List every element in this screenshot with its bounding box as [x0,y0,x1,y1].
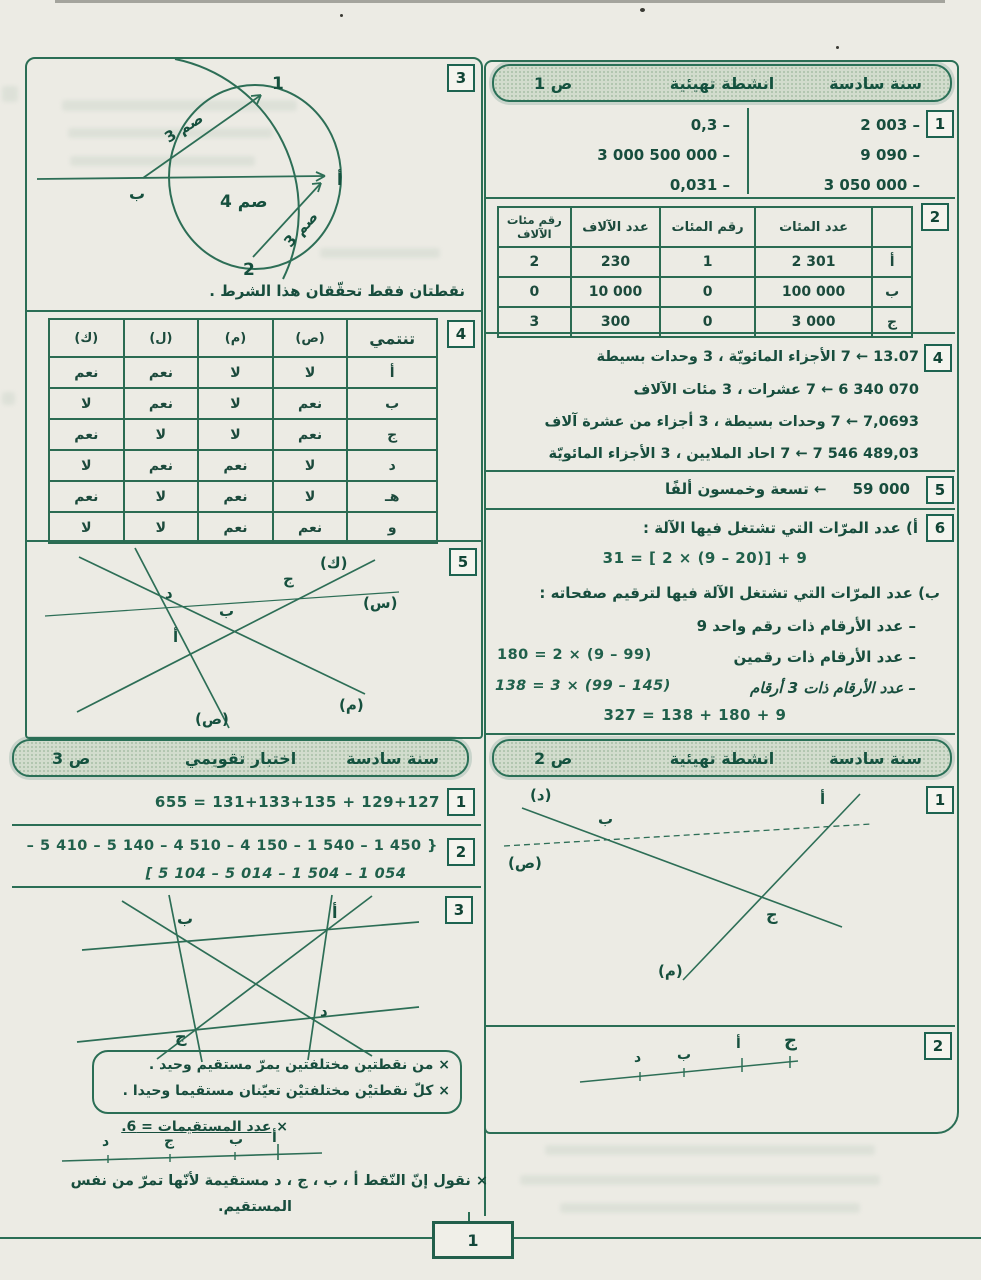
showthrough-line [560,1203,860,1213]
row-label: د [347,450,437,481]
number: 59 000 [852,480,910,498]
cell: 2 301 [755,247,872,277]
left-bottom-divider-2 [12,886,481,888]
row-label: ج [872,307,912,337]
exercise-number-box [926,110,954,138]
row-label: ب [872,277,912,307]
note-text: نقول إنّ النّقط أ ، ب ، ج ، د مستقيمة لأنّها تمرّ من نفس [70,1173,471,1189]
showthrough-line [545,1145,875,1155]
cell: لا [124,481,199,512]
point-d-label: د [320,1002,328,1020]
line-s-label: (س) [363,594,398,612]
note-line-2 [102,1082,450,1101]
section-banner-activities-p2 [492,739,952,777]
number-sequence-line2: [ 5 104 – 5 014 – 1 504 – 1 054 [145,866,407,882]
scan-speck [836,46,839,49]
point-a-label: أ [337,170,343,189]
description: ← 7 الأجزاء المائويّة ، 3 وحدات بسيطة [596,349,869,365]
list-item [500,110,730,140]
lines-diagram-right [490,780,952,1022]
cell: 1 [660,247,755,277]
page-number: 1 [467,1230,479,1250]
banner-grade: سنة سادسة [829,73,922,93]
bullet-text: – عدد الأرقام ذات رقمين [733,648,916,666]
list-item [755,140,920,170]
cell: نعم [273,388,348,419]
right-divider-3 [484,470,955,472]
ex6-part-a-label: أ) عدد المرّات التي تشتغل فيها الآلة : [642,519,918,537]
cell: نعم [49,357,124,388]
line-m-label: (م) [658,962,683,980]
banner-page: ص 1 [534,73,573,93]
list-item [500,170,730,200]
note-line-4b: المستقيم. [217,1199,293,1215]
dash-marker: – [912,146,920,164]
exercise-number: 1 [934,115,946,133]
point-b-label: ب [677,1047,692,1063]
point-b-label: ب [177,909,194,928]
cell: نعم [124,450,199,481]
cell: لا [273,357,348,388]
row-label: ب [347,388,437,419]
point-j-label: ج [283,570,294,588]
point-1-label: 1 [272,74,284,94]
dash-marker: – [722,146,730,164]
scan-top-edge [55,0,945,3]
right-divider-6 [484,1025,955,1027]
ex1-column-divider [747,108,749,194]
cell: نعم [198,481,273,512]
point-b-label: ب [598,810,614,828]
value: 2 003 [860,116,908,134]
banner-title: اختبار تقويمي [184,748,297,768]
col-header: عدد الآلاف [571,207,661,247]
cell: لا [49,388,124,419]
ex6-part-b-label: ب) عدد المرّات التي تشتغل الآلة فيها لترقيم صفحاته : [539,584,940,602]
note-marker: × [475,1173,488,1189]
list-item [755,110,920,140]
ex1-left-items [500,110,730,200]
words: ← تسعة وخمسون ألفًا [665,480,827,498]
cell: 3 000 [755,307,872,337]
exercise-number: 5 [934,481,946,499]
row-label: ج [347,419,437,450]
point-a-label: أ [173,628,179,646]
description: ← 7 وحدات بسيطة ، 3 أجزاء من عشرة آلاف [544,414,858,430]
note-line-4 [50,1172,488,1192]
cell: نعم [49,481,124,512]
note-marker: × [438,1083,450,1099]
point-j-label: ج [766,905,778,924]
right-divider-5 [484,733,955,735]
line-right [308,895,332,1060]
decomposition-line-3 [495,413,919,433]
cell: 2 [498,247,571,277]
cell: 0 [660,277,755,307]
point-a-label: أ [332,903,338,922]
bullet-formula: 138 = 3 × (99 – 145) [495,678,671,694]
point-b-label: ب [129,184,146,203]
exercise-number: 1 [934,791,946,809]
base-line [580,1061,798,1082]
cell: 230 [571,247,661,277]
collinear-points-line [50,1130,330,1168]
circles-construction-figure [25,57,481,282]
dash-marker: – [912,176,920,194]
row-label: و [347,512,437,543]
col-header: رقم المئات [660,207,755,247]
description: ← 7 عشرات ، 3 مئات الآلاف [633,382,834,398]
line-k-label: (ك) [320,554,348,572]
exercise-number: 3 [453,901,465,919]
exercise-number-box [447,320,475,348]
col-header: رقم مئات الآلاف [498,207,571,247]
row-label: هـ [347,481,437,512]
dash-marker: – [722,116,730,134]
lines-diagram-left [27,542,479,735]
exercise-number: 1 [455,793,467,811]
ex6-bullet-3 [495,678,916,698]
exercise-number: 4 [932,349,944,367]
banner-page: ص 3 [52,748,91,768]
cell: نعم [49,419,124,450]
point-a-label: أ [820,790,826,808]
exercise-number: 4 [455,325,467,343]
segment-4cm-label: 4 صم [220,192,268,212]
sum-formula: 655 = 131+133+135 + 129+127 [154,793,440,811]
list-item [500,140,730,170]
line-d [522,808,842,927]
exercise-number: 5 [457,553,469,571]
banner-page: ص 2 [534,748,573,768]
cell: لا [198,419,273,450]
note-marker: × [438,1057,450,1073]
cell: لا [49,512,124,543]
exercise-number-box [926,514,954,542]
list-item [755,170,920,200]
exercise-number-box [447,838,475,866]
cell: لا [198,357,273,388]
cell: 300 [571,307,661,337]
membership-table [48,318,438,544]
decomposition-line-4 [495,445,919,465]
point-2-label: 2 [243,260,255,280]
note-marker: × [276,1119,288,1135]
line-d-label: (د) [530,786,552,804]
description: ← 7 احاد الملايين ، 3 الأجزاء المائويّة [548,446,808,462]
base-line [62,1153,322,1161]
exercise-number-box [924,344,952,372]
showthrough-blob [2,392,15,405]
row-label: أ [347,357,437,388]
showthrough-line [520,1175,880,1185]
cell: لا [49,450,124,481]
value: 0,3 [690,116,718,134]
value: 9 090 [860,146,908,164]
cell: نعم [198,450,273,481]
segment-3cm-label: 3 صم [161,109,207,147]
showthrough-blob [2,86,18,102]
col-header: (ص) [273,319,348,357]
banner-grade: سنة سادسة [346,748,439,768]
right-divider-4 [484,508,955,510]
banner-title: انشطة تهيئية [669,748,775,768]
place-value-table [497,206,913,338]
exercise-number-box [447,788,475,816]
banner-grade: سنة سادسة [829,748,922,768]
point-a-label: أ [736,1036,741,1052]
quadrilateral-lines-figure [27,892,479,1064]
cell: 0 [498,277,571,307]
note-text: عدد المستقيمات = 6. [121,1119,272,1135]
line-sad [135,548,229,728]
exercise-number: 6 [934,519,946,537]
cell: نعم [124,388,199,419]
line-m [79,557,365,694]
decomposition-line-2 [495,381,919,401]
point-d-label: د [102,1134,110,1150]
cell: 0 [660,307,755,337]
left-bottom-divider-1 [12,824,481,826]
line-sad-dashed [504,824,872,846]
ex6-total-formula: 327 = 138 + 180 + 9 [603,706,787,724]
cell: لا [124,419,199,450]
value: 3 050 000 [823,176,908,194]
construction-caption: نقطتان فقط تحقّقان هذا الشرط . [209,282,465,300]
point-d-label: د [165,584,173,602]
cell: لا [273,450,348,481]
dash-marker: – [912,116,920,134]
scan-speck [640,8,645,12]
number: 13.07 [873,349,919,365]
point-j-label: ج [175,1027,187,1046]
segment-3cm-label-2: 3 صم [280,207,322,251]
note-text: من نقطتين مختلفتين يمرّ مستقيم وحيد . [148,1057,434,1073]
exercise-number: 2 [455,843,467,861]
cell: نعم [124,357,199,388]
number-sequence-line1: – 5 410 – 5 140 – 4 510 – 4 150 – 1 540 – 1 450 } [26,838,438,854]
ex6-part-a-formula: 31 = [ 2 × (9 – 20)] + 9 [602,549,808,567]
line-m [683,794,860,980]
number: 7,0693 [863,414,919,430]
col-header: (ك) [49,319,124,357]
cell: لا [273,481,348,512]
point-j-label: ج [784,1030,797,1051]
cell: لا [198,388,273,419]
col-header: (م) [198,319,273,357]
cell: نعم [273,512,348,543]
radius-arrow-b1 [143,95,261,178]
scan-speck [340,14,343,17]
section-banner-activities-p1 [492,64,952,102]
exercise-number-box [921,203,949,231]
note-text: كلّ نقطتيْن مختلفتيْن تعيّنان مستقيما وحيدا . [122,1083,434,1099]
decomposition-line-1 [495,348,919,368]
number-in-words [560,479,910,499]
cell: 10 000 [571,277,661,307]
col-header: (ل) [124,319,199,357]
bullet-formula: 180 = 2 × (9 – 99) [497,647,652,663]
point-b-label: ب [219,602,235,620]
row-label: أ [872,247,912,277]
cell: نعم [198,512,273,543]
cell: لا [124,512,199,543]
ex1-right-items [755,110,920,200]
note-line-1 [102,1056,450,1075]
number: 7 546 489,03 [812,446,919,462]
line-k [77,560,375,712]
points-on-line-figure [490,1030,952,1120]
exercise-number: 3 [455,69,467,87]
horizontal-line [37,176,325,179]
left-divider-1 [25,310,481,312]
value: 3 000 500 000 [597,146,718,164]
point-j-label: ج [164,1133,175,1149]
cell: 100 000 [755,277,872,307]
line-m-label: (م) [339,696,364,714]
line-bottom [77,1007,419,1042]
point-b-label: ب [229,1132,244,1148]
section-banner-test-p3 [12,739,469,777]
point-d-label: د [634,1050,642,1066]
cell: 3 [498,307,571,337]
ex6-bullet-1: – عدد الأرقام ذات رقم واحد 9 [696,617,916,635]
corner-cell [872,207,912,247]
ex6-bullet-2 [497,647,916,667]
line-top [82,922,419,950]
col-header: عدد المئات [755,207,872,247]
bullet-text: – عدد الأرقام ذات 3 أرقام [750,679,916,697]
exercise-number: 2 [932,1037,944,1055]
number: 6 340 070 [838,382,919,398]
col-header: تنتمي [347,319,437,357]
banner-title: انشطة تهيئية [669,73,775,93]
point-a-label: أ [272,1130,277,1146]
value: 0,031 [669,176,718,194]
exercise-number-box [926,476,954,504]
dash-marker: – [722,176,730,194]
exercise-number: 2 [929,208,941,226]
line-sad-label: (ص) [195,710,229,728]
page-number-box [432,1221,514,1259]
cell: نعم [273,419,348,450]
line-sad-label: (ص) [508,854,542,872]
